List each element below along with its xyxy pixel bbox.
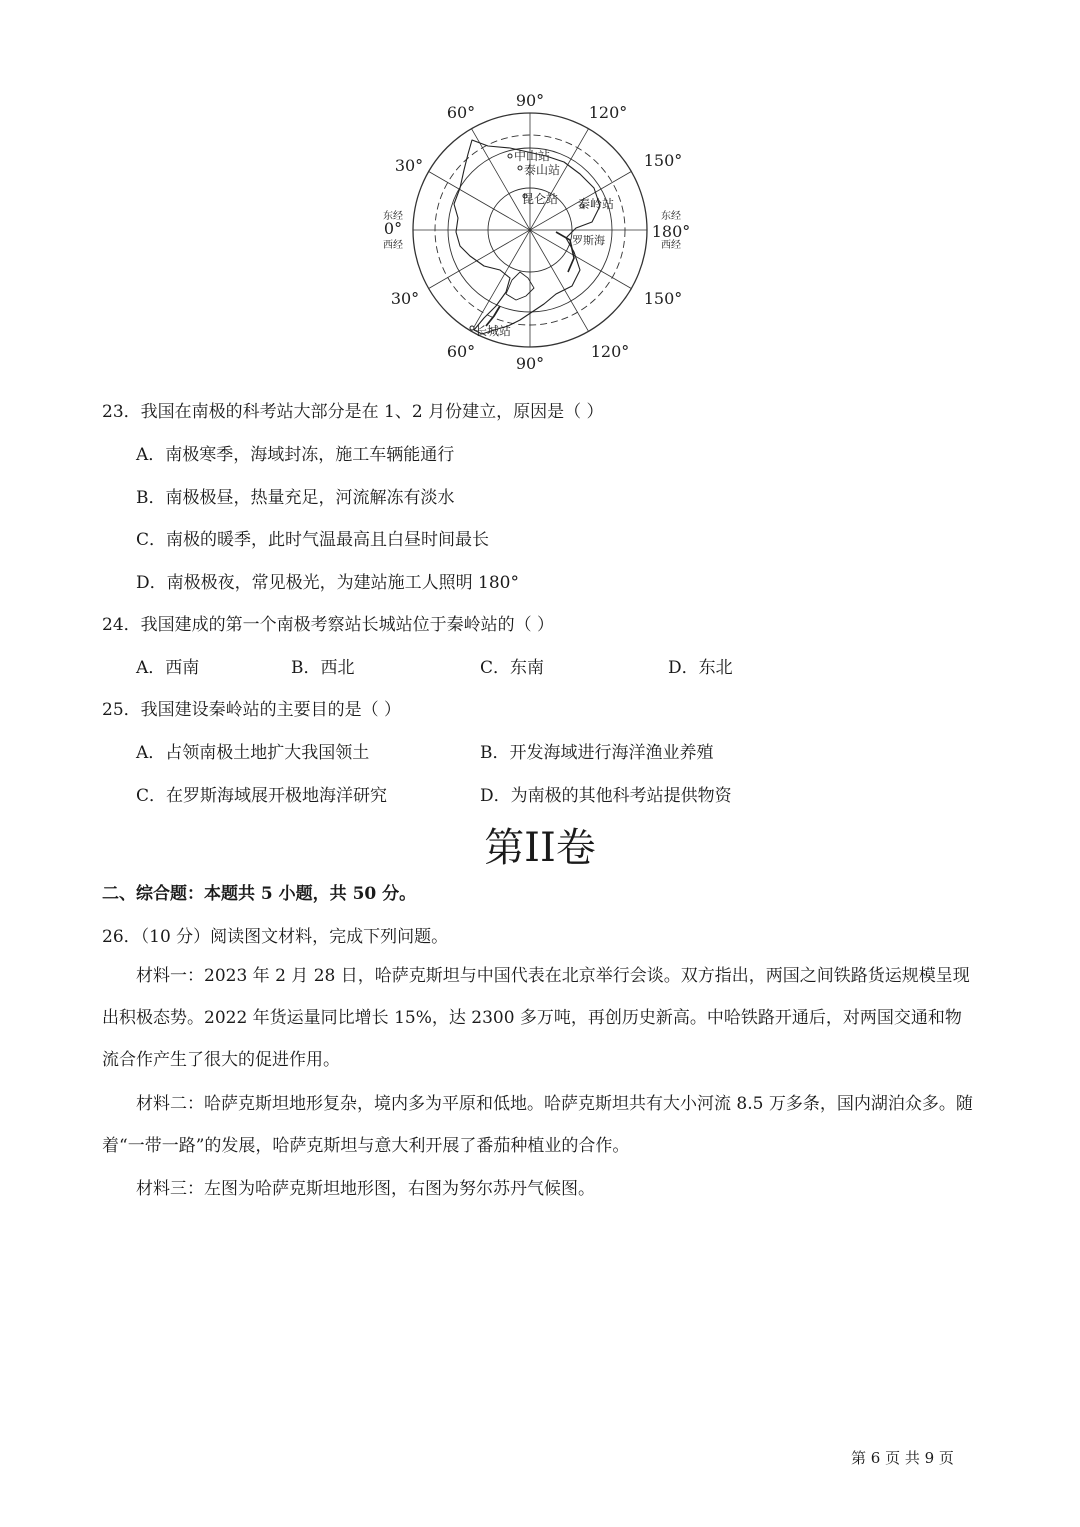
question-23-option-b: B．南极极昼，热量充足，河流解冻有淡水: [136, 488, 455, 508]
section-heading: 二、综合题：本题共 5 小题，共 50 分。: [102, 884, 417, 904]
lon-label: 120°: [590, 342, 630, 361]
lon-label: 180°: [651, 222, 691, 241]
west-longitude-label: 西经: [661, 240, 681, 251]
lon-label: 30°: [390, 289, 420, 308]
question-25-stem: 25．我国建设秦岭站的主要目的是（ ）: [102, 700, 402, 720]
question-24-option-b: B．西北: [291, 658, 355, 678]
question-23-stem: 23．我国在南极的科考站大部分是在 1、2 月份建立，原因是（ ）: [102, 402, 604, 422]
lon-label: 150°: [643, 289, 683, 308]
question-23-option-a: A．南极寒季，海域封冻，施工车辆能通行: [136, 445, 455, 465]
question-24-option-d: D．东北: [668, 658, 733, 678]
lon-label: 30°: [394, 156, 424, 175]
east-longitude-label: 东经: [383, 211, 403, 222]
question-24-option-c: C．东南: [480, 658, 545, 678]
question-25-option-c: C．在罗斯海域展开极地海洋研究: [136, 786, 388, 806]
east-longitude-label: 东经: [661, 211, 681, 222]
question-24-option-a: A．西南: [136, 658, 200, 678]
station-label-taishan: 泰山站: [524, 163, 561, 177]
lon-label: 120°: [588, 103, 628, 122]
section-title: 第II卷: [484, 825, 596, 871]
question-23-option-c: C．南极的暖季，此时气温最高且白昼时间最长: [136, 530, 490, 550]
station-label-zhongshan: 中山站: [514, 149, 551, 163]
station-label-changcheng: 长城站: [475, 324, 512, 338]
west-longitude-label: 西经: [383, 240, 403, 251]
lon-label: 60°: [446, 103, 476, 122]
material-1: 材料一：2023 年 2 月 28 日，哈萨克斯坦与中国代表在北京举行会谈。双方指出，两国之间铁路货运规模呈现出积极态势。2022 年货运量同比增长 15%，达 2300 多万吨，再创历史新高。中哈铁路开通后，对两国交通和物流合作产生了很大的促进作用。: [102, 966, 970, 1070]
lon-label: 0°: [383, 219, 403, 238]
page-footer: 第 6 页 共 9 页: [851, 1449, 954, 1467]
lon-label: 90°: [515, 91, 545, 110]
question-23-option-d: D．南极极夜，常见极光，为建站施工人照明 180°: [136, 573, 519, 593]
question-26-stem: 26．（10 分）阅读图文材料，完成下列问题。: [102, 927, 449, 947]
station-label-qinling: 秦岭站: [578, 197, 615, 211]
question-25-option-b: B．开发海域进行海洋渔业养殖: [480, 743, 714, 763]
question-24-stem: 24．我国建成的第一个南极考察站长城站位于秦岭站的（ ）: [102, 615, 555, 635]
question-25-option-d: D．为南极的其他科考站提供物资: [480, 786, 732, 806]
material-3: 材料三：左图为哈萨克斯坦地形图，右图为努尔苏丹气候图。: [136, 1179, 595, 1199]
lon-label: 60°: [446, 342, 476, 361]
station-label-kunlun: 昆仑站: [522, 192, 559, 206]
antarctica-polar-map: [360, 82, 700, 382]
lon-label: 150°: [643, 151, 683, 170]
question-25-option-a: A．占领南极土地扩大我国领土: [136, 743, 370, 763]
material-2: 材料二：哈萨克斯坦地形复杂，境内多为平原和低地。哈萨克斯坦共有大小河流 8.5 万多条，国内湖泊众多。随着“一带一路”的发展，哈萨克斯坦与意大利开展了番茄种植业的合作。: [102, 1094, 973, 1156]
lon-label: 90°: [515, 354, 545, 373]
sea-label-ross: 罗斯海: [572, 234, 605, 247]
